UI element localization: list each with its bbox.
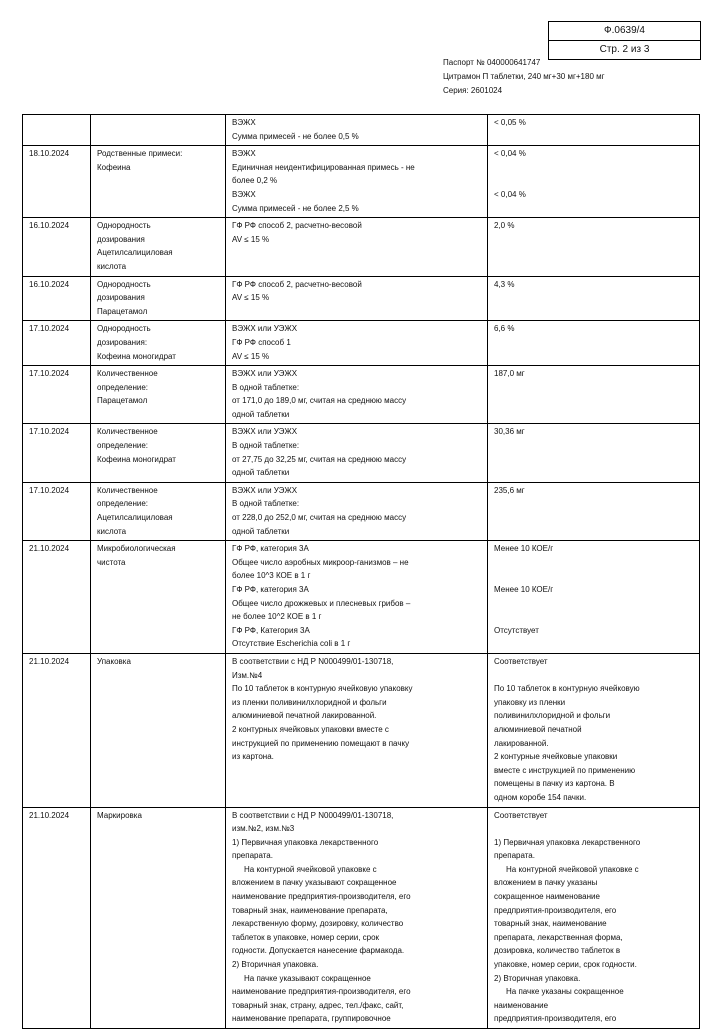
cell-line: ГФ РФ способ 2, расчетно-весовой [232, 279, 362, 289]
cell-line: 2 контурных ячейковых упаковки вместе с [232, 724, 389, 734]
cell-line: от 228,0 до 252,0 мг, считая на среднюю массу [232, 513, 407, 523]
test-name-cell [91, 321, 226, 366]
result-cell [488, 482, 700, 540]
cell-line: В соответствии с НД Р N000499/01-130718, [232, 810, 394, 820]
date-text: 17.10.2024 [29, 427, 70, 437]
cell-line: Количественное [97, 427, 158, 437]
cell-line: 30,36 мг [494, 427, 525, 437]
cell-line: ВЭЖХ или УЭЖХ [232, 369, 298, 379]
cell-line: ГФ РФ способ 1 [232, 337, 291, 347]
cell-line: Сумма примесей - не более 2,5 % [232, 203, 359, 213]
table-row [23, 146, 700, 218]
cell-line: На пачке указаны сокращенное [506, 987, 624, 997]
cell-line: 2,0 % [494, 221, 515, 231]
results-table-body [23, 115, 700, 1029]
cell-line: 4,3 % [494, 279, 515, 289]
cell-line: Сумма примесей - не более 0,5 % [232, 131, 359, 141]
date-text: 21.10.2024 [29, 810, 70, 820]
result-cell [488, 424, 700, 482]
cell-line [494, 597, 693, 611]
cell-line [494, 569, 693, 583]
cell-line: из картона. [232, 752, 274, 762]
cell-line: алюминиевой печатной лакированной. [232, 711, 377, 721]
cell-line: AV ≤ 15 % [232, 293, 270, 303]
cell-line: 6,6 % [494, 324, 515, 334]
cell-line [494, 610, 693, 624]
test-name-cell [91, 366, 226, 424]
date-text: 16.10.2024 [29, 221, 70, 231]
cell-line: упаковку из пленки [494, 697, 566, 707]
cell-line: товарный знак, наименование [494, 919, 607, 929]
cell-line: поливинилхлоридной и фольги [494, 711, 611, 721]
cell-line: более 10^3 КОЕ в 1 г [232, 571, 311, 581]
result-cell [488, 321, 700, 366]
table-row [23, 541, 700, 654]
cell-line: Общее число дрожжевых и плесневых грибов – [232, 598, 411, 608]
cell-line: Микробиологическая [97, 544, 176, 554]
cell-line: Парацетамол [97, 396, 148, 406]
spec-cell [226, 482, 488, 540]
cell-line: лекарственную форму, дозировку, количество [232, 919, 404, 929]
cell-line: ГФ РФ, категория 3А [232, 544, 309, 554]
cell-line: Менее 10 КОЕ/г [494, 544, 554, 554]
result-cell [488, 276, 700, 321]
cell-line: лакированной. [494, 738, 549, 748]
cell-line: вместе с инструкцией по применению [494, 765, 636, 775]
cell-line: годности. Допускается нанесение фармакода. [232, 946, 405, 956]
cell-line: В соответствии с НД Р N000499/01-130718, [232, 656, 394, 666]
test-name-cell [91, 424, 226, 482]
cell-line [494, 161, 693, 175]
cell-line: одной таблетки [232, 409, 290, 419]
result-cell [488, 146, 700, 218]
date-cell [23, 807, 91, 1029]
spec-cell [226, 115, 488, 146]
cell-line: одной таблетки [232, 468, 290, 478]
result-cell [488, 366, 700, 424]
cell-line: препарата. [494, 851, 535, 861]
cell-line: изм.№2, изм.№3 [232, 824, 295, 834]
cell-line [494, 822, 693, 836]
date-cell [23, 276, 91, 321]
cell-line: алюминиевой печатной [494, 724, 582, 734]
spec-cell [226, 276, 488, 321]
cell-line: Единичная неидентифицированная примесь - не [232, 162, 415, 172]
cell-line: от 171,0 до 189,0 мг, считая на среднюю массу [232, 396, 407, 406]
cell-line: определение: [97, 382, 149, 392]
cell-line: вложением в пачку указывают сокращенное [232, 878, 397, 888]
date-cell [23, 218, 91, 276]
cell-line: Кофеина [97, 162, 131, 172]
spec-cell [226, 218, 488, 276]
cell-line: В одной таблетке: [232, 441, 300, 451]
date-cell [23, 541, 91, 654]
cell-line: таблеток в упаковке, номер серии, срок [232, 932, 380, 942]
spec-cell [226, 424, 488, 482]
table-row [23, 366, 700, 424]
cell-line: 2 контурные ячейковые упаковки [494, 752, 618, 762]
cell-line: наименование [494, 1000, 549, 1010]
cell-line: Изм.№4 [232, 670, 263, 680]
cell-line: На контурной ячейковой упаковке с [506, 864, 639, 874]
cell-line: кислота [97, 261, 127, 271]
date-cell [23, 321, 91, 366]
date-cell [23, 482, 91, 540]
table-row [23, 276, 700, 321]
table-row [23, 115, 700, 146]
passport-header [443, 56, 605, 98]
cell-line: предприятия-производителя, его [494, 905, 617, 915]
cell-line: 1) Первичная упаковка лекарственного [494, 837, 641, 847]
cell-line: вложением в пачку указаны [494, 878, 598, 888]
cell-line: дозирования [97, 293, 145, 303]
date-cell [23, 115, 91, 146]
date-text: 17.10.2024 [29, 369, 70, 379]
cell-line: Отсутствие Escherichia coli в 1 г [232, 639, 351, 649]
date-text: 17.10.2024 [29, 485, 70, 495]
table-row [23, 653, 700, 807]
result-cell [488, 807, 700, 1029]
cell-line: Отсутствует [494, 625, 539, 635]
result-cell [488, 115, 700, 146]
date-text: 21.10.2024 [29, 656, 70, 666]
cell-line: наименование предприятия-производителя, его [232, 892, 411, 902]
cell-line: наименование предприятия-производителя, его [232, 987, 411, 997]
cell-line: кислота [97, 526, 127, 536]
cell-line: ВЭЖХ [232, 149, 256, 159]
cell-line: дозирования [97, 234, 145, 244]
date-text: 18.10.2024 [29, 149, 70, 159]
product-name: Цитрамон П таблетки, 240 мг+30 мг+180 мг [443, 72, 605, 81]
table-row [23, 424, 700, 482]
cell-line: сокращенное наименование [494, 892, 600, 902]
cell-line: Родственные примеси: [97, 149, 183, 159]
cell-line: Ацетилсалициловая [97, 513, 173, 523]
spec-cell [226, 653, 488, 807]
cell-line: ВЭЖХ или УЭЖХ [232, 427, 298, 437]
cell-line [494, 669, 693, 683]
cell-line: < 0,04 % [494, 189, 526, 199]
cell-line: инструкцией по применению помещают в пачку [232, 738, 410, 748]
cell-line: 235,6 мг [494, 485, 525, 495]
date-cell [23, 366, 91, 424]
cell-line: товарный знак, страну, адрес, тел./факс, сайт, [232, 1000, 404, 1010]
test-name-cell [91, 807, 226, 1029]
cell-line: ВЭЖХ или УЭЖХ [232, 324, 298, 334]
cell-line: Менее 10 КОЕ/г [494, 585, 554, 594]
passport-number: Паспорт № 040000641747 [443, 58, 541, 67]
cell-line: более 0,2 % [232, 176, 278, 186]
cell-line: определение: [97, 441, 149, 451]
table-row [23, 482, 700, 540]
cell-line: одном коробе 154 пачки. [494, 792, 587, 802]
cell-line [494, 556, 693, 570]
test-name-cell [91, 218, 226, 276]
date-cell [23, 424, 91, 482]
test-name-cell [91, 276, 226, 321]
cell-line: дозирования: [97, 337, 148, 347]
cell-line: По 10 таблеток в контурную ячейковую упаковку [232, 684, 413, 694]
cell-line: ГФ РФ, Категория 3А [232, 625, 310, 635]
cell-line: наименование препарата, группировочное [232, 1014, 391, 1024]
spec-cell [226, 146, 488, 218]
cell-line: Парацетамол [97, 306, 148, 316]
cell-line: По 10 таблеток в контурную ячейковую [494, 684, 640, 694]
date-cell [23, 653, 91, 807]
cell-line: < 0,05 % [494, 118, 526, 127]
cell-line: Общее число аэробных микроор-ганизмов – не [232, 557, 409, 567]
cell-line: ГФ РФ способ 2, расчетно-весовой [232, 221, 362, 231]
cell-line: Кофеина моногидрат [97, 351, 176, 361]
cell-line: определение: [97, 499, 149, 509]
spec-cell [226, 366, 488, 424]
test-name-cell [91, 115, 226, 146]
form-code: Ф.0639/4 [549, 22, 700, 41]
cell-line: ВЭЖХ или УЭЖХ [232, 485, 298, 495]
cell-line: предприятия-производителя, его [494, 1014, 617, 1024]
date-text: 17.10.2024 [29, 324, 70, 334]
cell-line: товарный знак, наименование препарата, [232, 905, 388, 915]
cell-line: препарата. [232, 851, 273, 861]
result-cell [488, 541, 700, 654]
test-name-cell [91, 482, 226, 540]
result-cell [488, 653, 700, 807]
cell-line: от 27,75 до 32,25 мг, считая на среднюю массу [232, 454, 407, 464]
cell-line: Ацетилсалициловая [97, 248, 173, 258]
cell-line: Однородность [97, 324, 151, 334]
result-cell [488, 218, 700, 276]
cell-line: дозировка, количество таблеток в [494, 946, 621, 956]
date-text: 16.10.2024 [29, 279, 70, 289]
cell-line: Маркировка [97, 810, 142, 820]
cell-line: В одной таблетке: [232, 382, 300, 392]
table-row [23, 321, 700, 366]
page-number: Стр. 2 из 3 [599, 44, 650, 55]
cell-line: не более 10^2 КОЕ в 1 г [232, 612, 322, 622]
cell-line: из пленки поливинилхлоридной и фольги [232, 697, 387, 707]
cell-line: 2) Вторичная упаковка. [232, 960, 319, 970]
cell-line: одной таблетки [232, 526, 290, 536]
cell-line: помещены в пачку из картона. В [494, 779, 615, 789]
table-row [23, 218, 700, 276]
cell-line: Кофеина моногидрат [97, 454, 176, 464]
cell-line: На контурной ячейковой упаковке с [244, 864, 377, 874]
cell-line: На пачке указывают сокращенное [244, 973, 371, 983]
cell-line: чистота [97, 557, 126, 567]
cell-line: В одной таблетке: [232, 499, 300, 509]
spec-cell [226, 541, 488, 654]
spec-cell [226, 321, 488, 366]
cell-line: упаковке, номер серии, срок годности. [494, 960, 637, 970]
test-name-cell [91, 653, 226, 807]
cell-line: ГФ РФ, категория 3А [232, 585, 309, 594]
cell-line: 187,0 мг [494, 369, 525, 379]
date-text: 21.10.2024 [29, 544, 70, 554]
cell-line: Соответствует [494, 810, 548, 820]
cell-line: 2) Вторичная упаковка. [494, 973, 581, 983]
table-row [23, 807, 700, 1029]
results-table [22, 114, 700, 1029]
cell-line: ВЭЖХ [232, 189, 256, 199]
test-name-cell [91, 541, 226, 654]
cell-line: Количественное [97, 369, 158, 379]
cell-line: Упаковка [97, 656, 131, 666]
test-name-cell [91, 146, 226, 218]
form-code-box [548, 21, 701, 60]
cell-line: < 0,04 % [494, 149, 526, 159]
cell-line: AV ≤ 15 % [232, 234, 270, 244]
series-number: Серия: 2601024 [443, 86, 503, 95]
cell-line: Количественное [97, 485, 158, 495]
cell-line: препарата, лекарственная форма, [494, 932, 623, 942]
cell-line: Однородность [97, 221, 151, 231]
spec-cell [226, 807, 488, 1029]
date-cell [23, 146, 91, 218]
cell-line: 1) Первичная упаковка лекарственного [232, 837, 379, 847]
cell-line: ВЭЖХ [232, 118, 256, 127]
cell-line [494, 174, 693, 188]
cell-line: AV ≤ 15 % [232, 351, 270, 361]
cell-line: Соответствует [494, 656, 548, 666]
cell-line: Однородность [97, 279, 151, 289]
